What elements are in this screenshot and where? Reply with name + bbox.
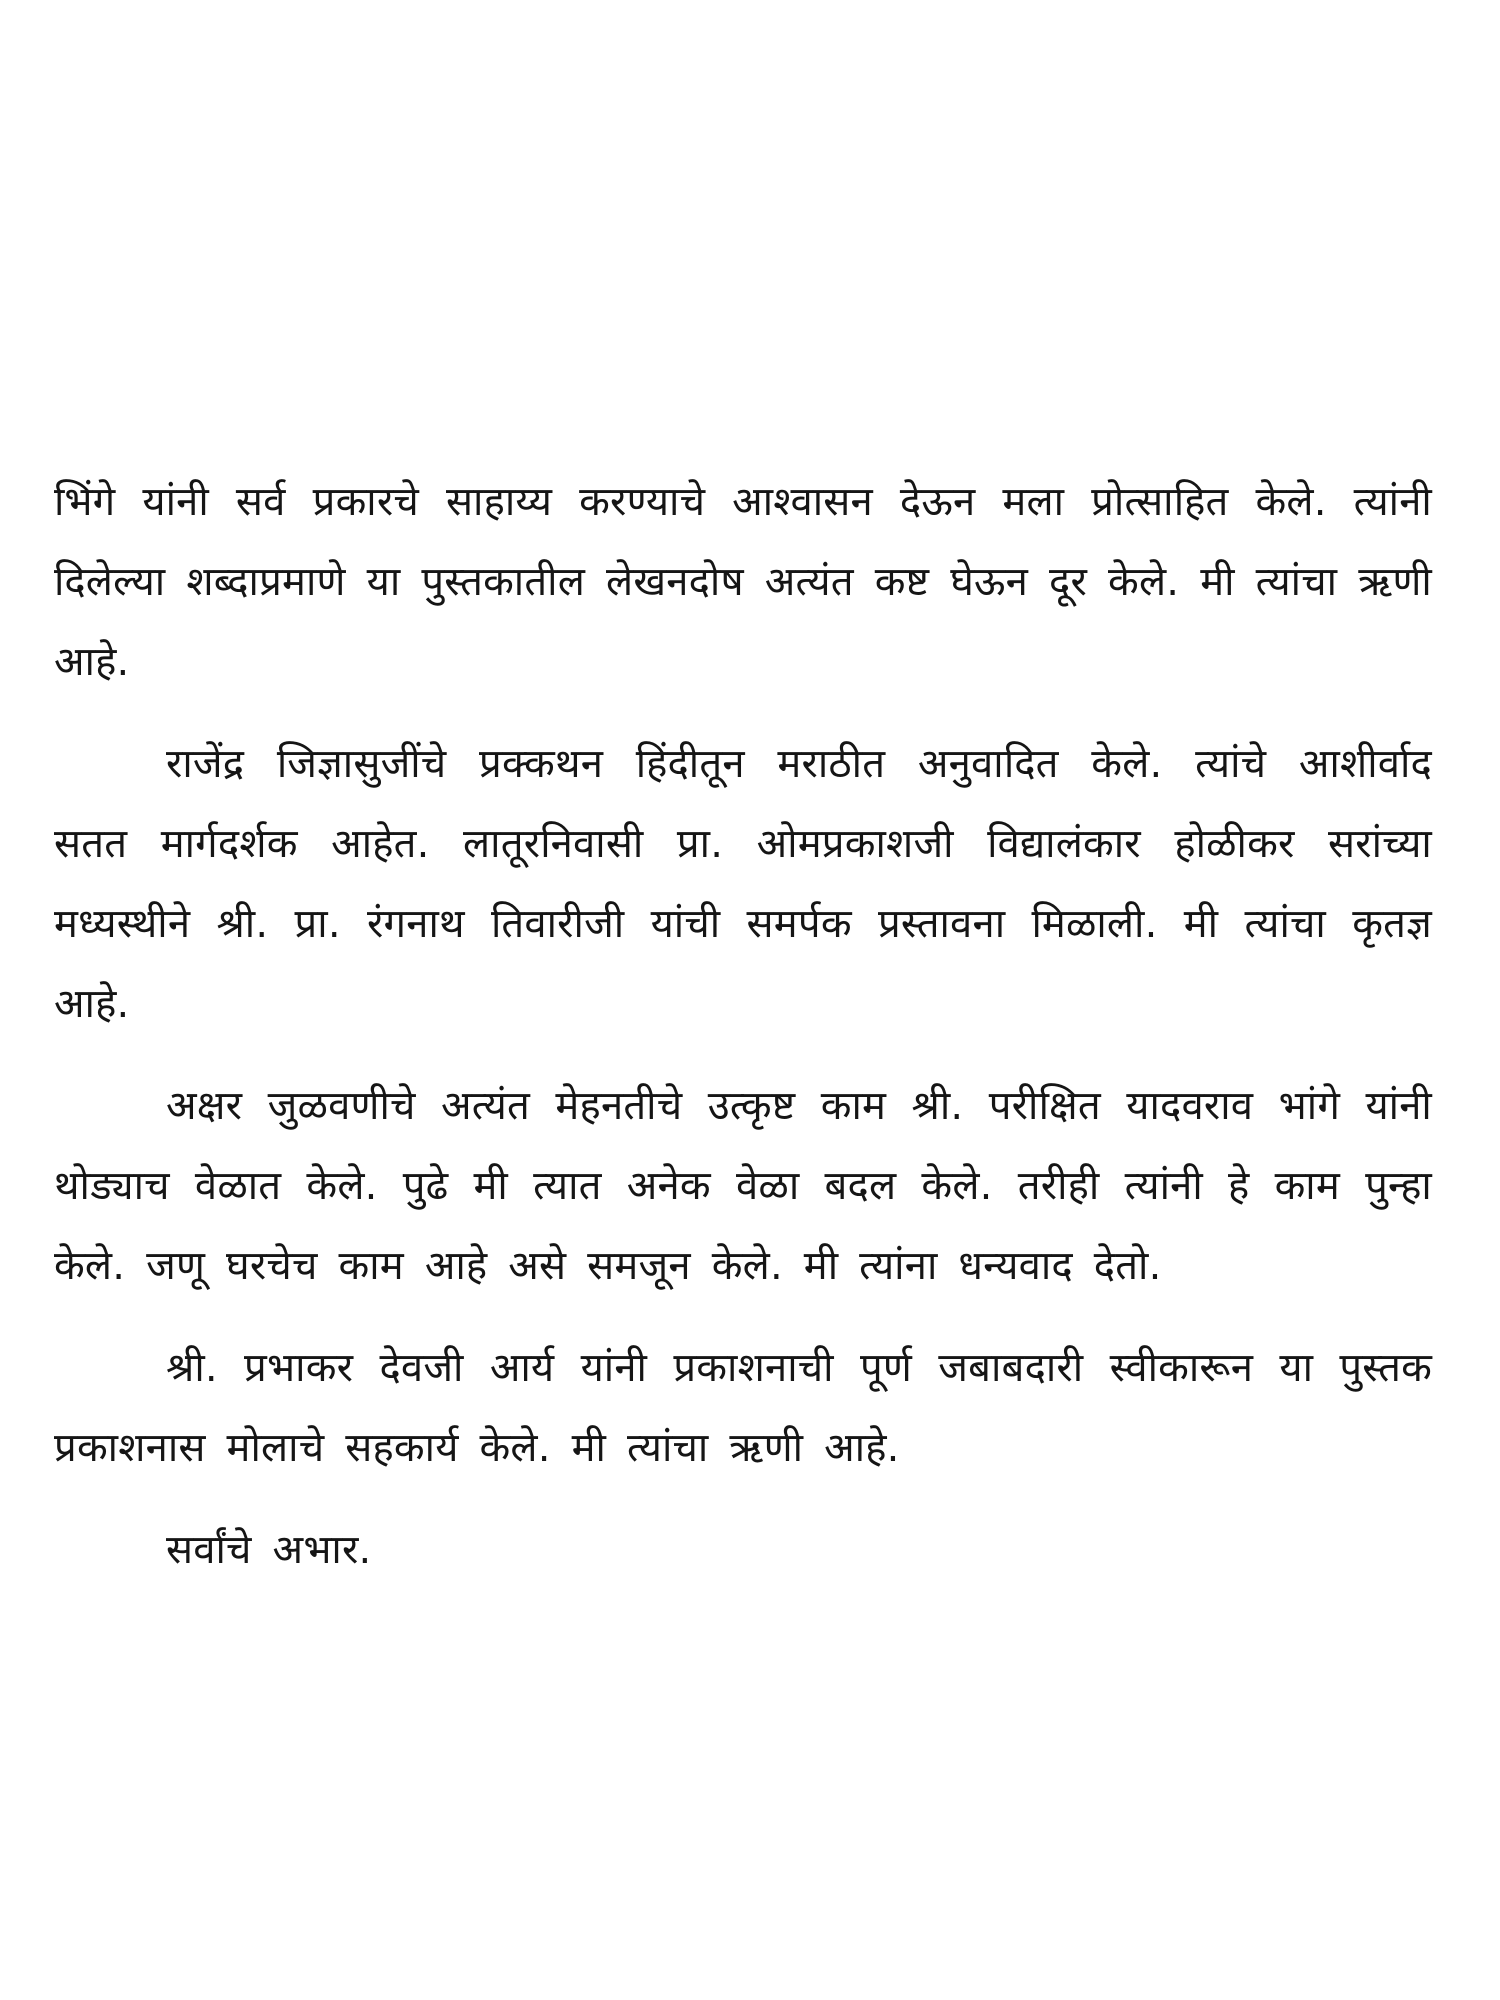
paragraph-foreword: राजेंद्र जिज्ञासुजींचे प्रक्कथन हिंदीतून मराठीत अनुवादित केले. त्यांचे आशीर्वाद सतत मार्गदर्शक आहेत. लातूरनिवासी प्रा. ओमप्रकाशजी विद्यालंकार होळीकर सरांच्या मध्यस्थीने श्री. प्रा. रंगनाथ तिवारीजी यांची समर्पक प्रस्तावना मिळाली. मी त्यांचा कृतज्ञ आहे. xyxy=(54,741,1432,1027)
paragraph-continued: भिंगे यांनी सर्व प्रकारचे साहाय्य करण्याचे आश्वासन देऊन मला प्रोत्साहित केले. त्यांनी दिलेल्या शब्दाप्रमाणे या पुस्तकातील लेखनदोष अत्यंत कष्ट घेऊन दूर केले. मी त्यांचा ऋणी आहे. xyxy=(54,479,1432,685)
body-text xyxy=(54,462,1432,1612)
paragraph-publishing: श्री. प्रभाकर देवजी आर्य यांनी प्रकाशनाची पूर्ण जबाबदारी स्वीकारून या पुस्तक प्रकाशनास मोलाचे सहकार्य केले. मी त्यांचा ऋणी आहे. xyxy=(54,1345,1432,1471)
paragraph-typesetting: अक्षर जुळवणीचे अत्यंत मेहनतीचे उत्कृष्ट काम श्री. परीक्षित यादवराव भांगे यांनी थोड्याच वेळात केले. पुढे मी त्यात अनेक वेळा बदल केले. तरीही त्यांनी हे काम पुन्हा केले. जणू घरचेच काम आहे असे समजून केले. मी त्यांना धन्यवाद देतो. xyxy=(54,1083,1432,1289)
paragraph-thanks: सर्वांचे अभार. xyxy=(166,1527,372,1573)
